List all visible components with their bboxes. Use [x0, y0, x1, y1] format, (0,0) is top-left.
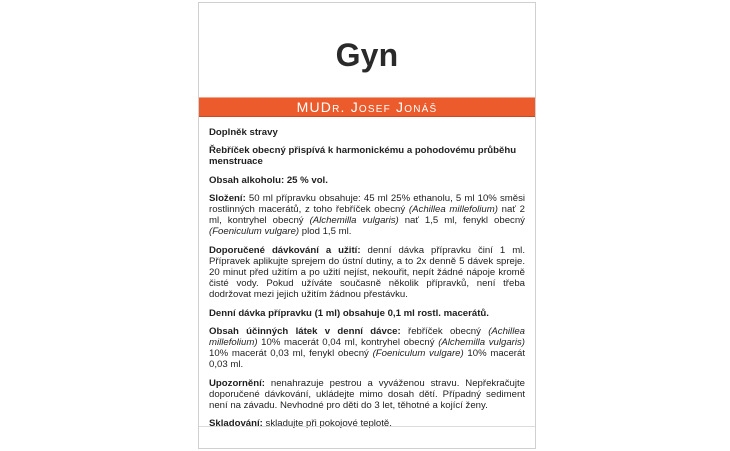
warning-heading: Upozornění: [209, 377, 265, 389]
composition [209, 193, 525, 238]
dosage-text: denní dávka přípravku činí 1 ml. Přípravek aplikujte sprejem do ústní dutiny, a to 2x denně 5 dávek spreje. 20 minut před užitím a po užití nejíst, nekouřit, nepít žádné nápoje kromě čisté vody. Pokud užíváte současně několik přípravků, není třeba dodržovat mezi jejich užitím žádnou přestávku. [209, 244, 525, 301]
dosage [209, 245, 525, 301]
active-heading: Obsah účinných látek v denní dávce: [209, 325, 401, 337]
product-title: Gyn [335, 37, 399, 73]
composition-latin-2: (Alchemilla vulgaris) [309, 215, 399, 227]
product-label [198, 2, 536, 449]
storage-text: skladujte při pokojové teplotě. [262, 418, 392, 430]
active-text-4: 10% macerát 0,03 ml. [209, 348, 525, 371]
active-text-2: 10% macerát 0,04 ml, kontryhel obecný [257, 337, 439, 349]
active-latin-3: (Foeniculum vulgare) [372, 348, 464, 360]
dosage-heading: Doporučené dávkování a užití: [209, 244, 361, 256]
warning [209, 378, 525, 412]
active-ingredients [209, 326, 525, 371]
warning-text: nenahrazuje pestrou a vyváženou stravu. Nepřekračujte doporučené dávkování, ukládejte mimo dosah dětí. Případný sediment není na závadu. Nevhodné pro děti do 3 let, těhotné a kojící ženy. [209, 377, 525, 412]
author-banner: MUDr. Josef Jonáš [199, 97, 535, 117]
composition-heading: Složení: [209, 192, 246, 204]
composition-latin-3: (Foeniculum vulgare) [209, 226, 300, 238]
composition-text-3: nať 1,5 ml, fenykl obecný [398, 215, 525, 227]
bottom-divider [199, 426, 535, 427]
composition-text-4: plod 1,5 ml. [299, 226, 352, 238]
active-text-1: řebříček obecný [400, 325, 489, 337]
product-type: Doplněk stravy [209, 127, 278, 138]
daily-dose: Denní dávka přípravku (1 ml) obsahuje 0,1 ml rostl. macerátů. [209, 307, 489, 319]
alcohol-content: Obsah alkoholu: 25 % vol. [209, 174, 328, 186]
active-latin-2: (Alchemilla vulgaris) [438, 337, 525, 349]
composition-text-1: 50 ml přípravku obsahuje: 45 ml 25% ethanolu, 5 ml 10% směsi rostlinných macerátů, z toho řebříček obecný [209, 192, 525, 216]
health-claim: Řebříček obecný přispívá k harmonickému a pohodovému průběhu menstruace [209, 145, 517, 168]
active-latin-1: (Achillea millefolium) [209, 325, 525, 349]
composition-text-2: nať 2 ml, kontryhel obecný [209, 204, 526, 227]
storage [209, 418, 525, 429]
storage-heading: Skladování: [209, 418, 263, 430]
composition-latin-1: (Achillea millefolium) [408, 204, 498, 216]
label-text [209, 127, 525, 436]
active-text-3: 10% macerát 0,03 ml, fenykl obecný [209, 348, 373, 360]
